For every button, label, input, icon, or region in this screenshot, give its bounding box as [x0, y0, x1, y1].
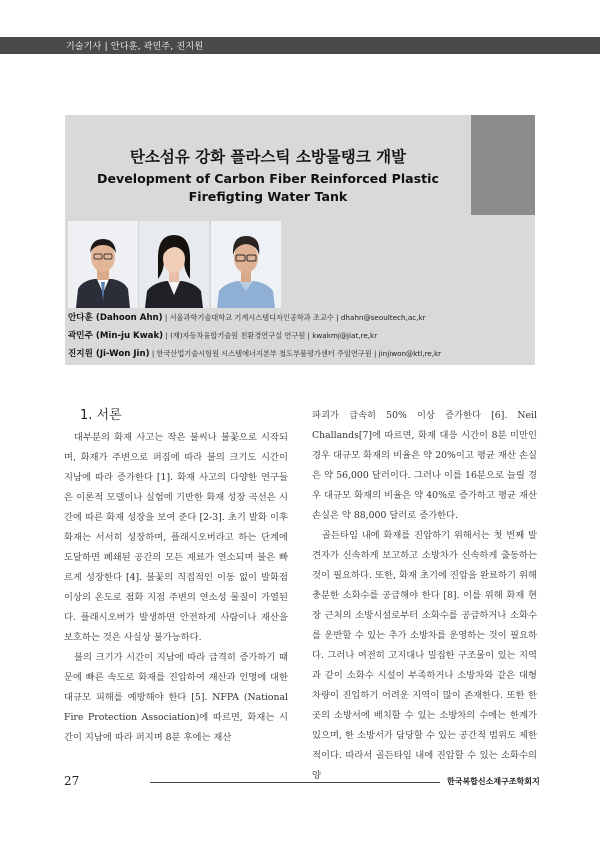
- body-column-right: [312, 406, 537, 786]
- author-photo-ahn: [68, 221, 138, 308]
- author-name: 안다훈 (Dahoon Ahn): [68, 313, 163, 323]
- paragraph: 골든타임 내에 화재를 진압하기 위해서는 첫 번째 발견자가 신속하게 보고하고 소방차가 신속하게 출동하는 것이 필요하다. 또한, 화재 초기에 진압을 완료하기 위해 충분한 소화수를 공급해야 한다 [8]. 이를 위해 화재 현장 근처의 소방시설로부터 소화수를 공급하거나 소화수를 운반할 수 있는 추가 소방차를 운영하는 것이 필요하다. 그러나 여전히 고지대나 밀집한 구조물이 있는 지역과 같이 소화수 시설이 부족하거나 소방차와 같은 대형 차량이 진입하기 어려운 지역이 많이 존재한다. 또한 한 곳의 소방서에 배치할 수 있는 소방차의 수에는 한계가 있으며, 한 소방서가 담당할 수 있는 공간적 범위도 제한적이다. 따라서 골든타임 내에 진압할 수 있는 소화수의 양: [312, 530, 537, 781]
- paragraph: 대부분의 화재 사고는 작은 불씨나 불꽃으로 시작되며, 화재가 주변으로 퍼짐에 따라 불의 크기도 시간이 지남에 따라 증가한다 [1]. 화재 사고의 다양한 연구들은 이론적 모델이나 실험에 기반한 화재 성장 곡선은 시간에 따른 화재 성장을 보여 준다 [2-3]. 초기 발화 이후 화재는 서서히 성장하며, 플래시오버라고 하는 단계에 도달하면 폐쇄된 공간의 모든 재료가 연소되며 불은 빠르게 성장한다 [4]. 불꽃의 직접적인 이동 없이 발화점 이상의 온도로 점화 지점 주변의 연소성 물질이 가열된다. 플래시오버가 발생하면 안전하게 사람이나 재산을 보호하는 것은 사실상 불가능하다.: [64, 432, 288, 643]
- footer-rule: [150, 782, 440, 783]
- author-line-ahn: [68, 311, 426, 323]
- paragraph: 파괴가 급속히 50% 이상 증가한다 [6]. Neil Challands[7]에 따르면, 화재 대응 시간이 8분 미만인 경우 대규모 화재의 비율은 약 20%이고 평균 재산 손실은 약 56,000 달러이다. 그러나 이를 16분으로 늘릴 경우 대규모 화재의 비율은 약 40%로 증가하고 평균 재산 손실은 약 88,000 달러로 증가한다.: [312, 410, 537, 521]
- author-line-jin: [68, 347, 441, 359]
- body-column-left: [64, 428, 288, 748]
- title-english: [65, 170, 471, 206]
- author-photo-jin: [211, 221, 281, 308]
- title-english-line1: Development of Carbon Fiber Reinforced Plastic: [97, 171, 439, 186]
- author-photo-kwak: [139, 221, 209, 308]
- author-affiliation: | 한국산업기술시험원 시스템에너지본부 철도부품평가센터 주임연구원 | jinjiwon@ktl,re,kr: [149, 349, 442, 358]
- title-korean: 탄소섬유 강화 플라스틱 소방물탱크 개발: [129, 148, 407, 166]
- author-affiliation: | (재)자동차융합기술원 친환경연구실 연구원 | kwakmj@jiat,re,kr: [163, 331, 378, 340]
- running-header: 기술기사 | 안다훈, 곽민주, 진지원: [66, 42, 204, 52]
- author-line-kwak: [68, 329, 377, 341]
- page-number: 27: [64, 774, 80, 788]
- journal-name: 한국복합신소재구조학회지: [447, 777, 540, 786]
- title-english-line2: Firefigting Water Tank: [188, 189, 348, 204]
- header-accent-block: [471, 115, 535, 215]
- author-name: 진지원 (Ji-Won Jin): [68, 349, 150, 359]
- section-heading: 1. 서론: [80, 408, 122, 423]
- top-bar: [0, 37, 600, 54]
- author-affiliation: | 서울과학기술대학교 기계시스템디자인공학과 조교수 | dhahn@seoultech,ac,kr: [162, 313, 426, 322]
- author-name: 곽민주 (Min-ju Kwak): [68, 331, 164, 341]
- paragraph: 불의 크기가 시간이 지남에 따라 급격히 증가하기 때문에 빠른 속도로 화재를 진압하여 재산과 인명에 대한 대규모 피해를 예방해야 한다 [5]. NFPA (National Fire Protection Association)에 따르면, 화재는 시간이 지남에 따라 퍼지며 8분 후에는 재산: [64, 652, 288, 743]
- article-header: [65, 115, 535, 365]
